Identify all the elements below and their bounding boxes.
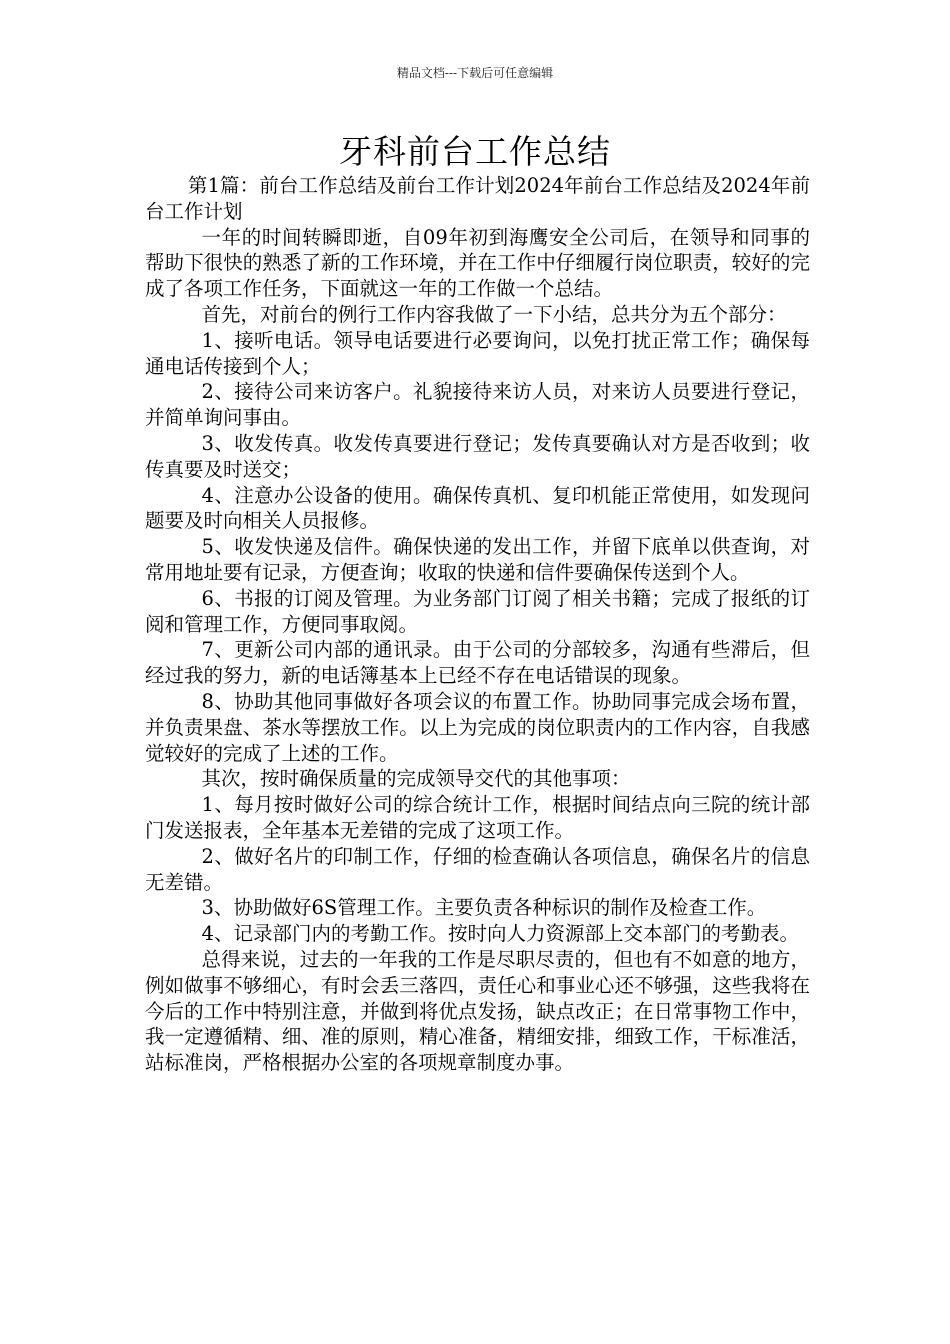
list-item: 6、书报的订阅及管理。为业务部门订阅了相关书籍；完成了报纸的订阅和管理工作，方便同事取阅。	[145, 586, 810, 636]
list-item: 7、更新公司内部的通讯录。由于公司的分部较多，沟通有些滞后，但经过我的努力，新的电话簿基本上已经不存在电话错误的现象。	[145, 638, 810, 688]
list-item: 2、接待公司来访客户。礼貌接待来访人员，对来访人员要进行登记，并简单询问事由。	[145, 380, 810, 430]
header-note: 精品文档---下载后可任意编辑	[396, 66, 554, 80]
list-item: 3、协助做好6S管理工作。主要负责各种标识的制作及检查工作。	[201, 896, 767, 920]
list-item: 4、记录部门内的考勤工作。按时向人力资源部上交本部门的考勤表。	[201, 922, 799, 946]
list-item: 5、收发快递及信件。确保快递的发出工作，并留下底单以供查询，对常用地址要有记录，方便查询；收取的快递和信件要确保传送到个人。	[145, 535, 810, 584]
document-body	[145, 173, 810, 1076]
list-item: 8、协助其他同事做好各项会议的布置工作。协助同事完成会场布置，并负责果盘、茶水等摆放工作。以上为完成的岗位职责内的工作内容，自我感觉较好的完成了上述的工作。	[145, 689, 810, 765]
list-item: 2、做好名片的印制工作，仔细的检查确认各项信息，确保名片的信息无差错。	[145, 844, 810, 894]
list-item: 1、每月按时做好公司的综合统计工作，根据时间结点向三院的统计部门发送报表，全年基本无差错的完成了这项工作。	[145, 793, 810, 842]
list-item: 1、接听电话。领导电话要进行必要询问，以免打扰正常工作；确保每通电话传接到个人；	[145, 328, 810, 378]
section-heading: 第1篇：前台工作总结及前台工作计划2024年前台工作总结及2024年前台工作计划	[145, 174, 810, 223]
list-item: 4、注意办公设备的使用。确保传真机、复印机能正常使用，如发现问题要及时向相关人员报修。	[145, 483, 810, 533]
page-title: 牙科前台工作总结	[339, 132, 611, 171]
paragraph: 一年的时间转瞬即逝，自09年初到海鹰安全公司后，在领导和同事的帮助下很快的熟悉了新的工作环境，并在工作中仔细履行岗位职责，较好的完成了各项工作任务，下面就这一年的工作做一个总结。	[145, 225, 810, 301]
paragraph: 其次，按时确保质量的完成领导交代的其他事项：	[201, 767, 631, 791]
list-item: 3、收发传真。收发传真要进行登记；发传真要确认对方是否收到；收传真要及时送交；	[145, 431, 810, 481]
paragraph: 首先，对前台的例行工作内容我做了一下小结，总共分为五个部分：	[201, 302, 787, 326]
paragraph: 总得来说，过去的一年我的工作是尽职尽责的，但也有不如意的地方，例如做事不够细心，有时会丢三落四，责任心和事业心还不够强，这些我将在今后的工作中特别注意，并做到将优点发扬，缺点改正；在日常事物工作中，我一定遵循精、细、准的原则，精心准备，精细安排，细致工作，干标准活，站标准岗，严格根据办公室的各项规章制度办事。	[145, 947, 810, 1075]
